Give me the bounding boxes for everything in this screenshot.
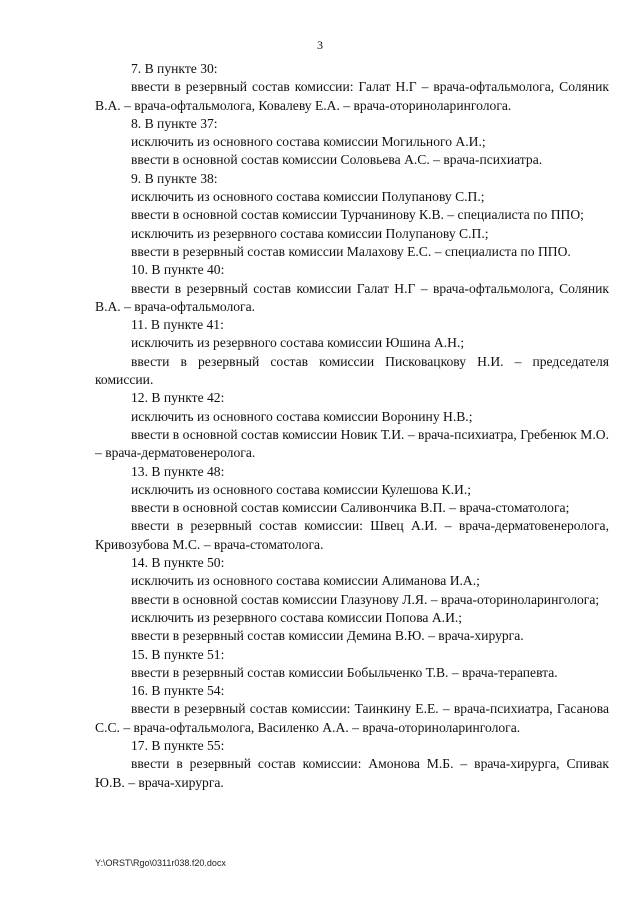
paragraph: ввести в резервный состав комиссии: Швец А.И. – врача-дерматовенеролога, Кривозубова М.С. – врача-стоматолога. — [95, 518, 609, 552]
paragraph: ввести в резервный состав комиссии: Амонова М.Б. – врача-хирурга, Спивак Ю.В. – врача-хирурга. — [95, 756, 609, 790]
paragraph: 16. В пункте 54: — [131, 683, 225, 699]
paragraph: 17. В пункте 55: — [131, 737, 225, 753]
paragraph: 13. В пункте 48: — [131, 463, 225, 479]
paragraph: ввести в основной состав комиссии Турчанинову К.В. – специалиста по ППО; — [131, 207, 584, 223]
paragraph: исключить из основного состава комиссии Алиманова И.А.; — [131, 573, 480, 589]
paragraph: ввести в основной состав комиссии Соловьева А.С. – врача-психиатра. — [131, 152, 543, 168]
paragraph: ввести в резервный состав комиссии: Галат Н.Г – врача-офтальмолога, Соляник В.А. – врача-офтальмолога, Ковалеву Е.А. – врача-оториноларинголога. — [95, 79, 609, 113]
paragraph: исключить из основного состава комиссии Полупанову С.П.; — [131, 189, 485, 205]
paragraph: 15. В пункте 51: — [131, 646, 225, 662]
paragraph: 12. В пункте 42: — [131, 390, 225, 406]
paragraph: ввести в резервный состав комиссии Писковацкову Н.И. – председателя комиссии. — [95, 353, 609, 388]
paragraph: исключить из резервного состава комиссии Юшина А.Н.; — [131, 335, 465, 351]
document-body — [95, 60, 609, 792]
paragraph: ввести в основной состав комиссии Новик Т.И. – врача-психиатра, Гребенюк М.О. – врача-дерматовенеролога. — [95, 426, 609, 461]
paragraph: ввести в основной состав комиссии Глазунову Л.Я. – врача-оториноларинголога; — [131, 591, 600, 607]
paragraph: исключить из резервного состава комиссии Попова А.И.; — [131, 609, 463, 625]
paragraph: 11. В пункте 41: — [131, 317, 224, 333]
paragraph: исключить из основного состава комиссии Кулешова К.И.; — [131, 481, 472, 497]
paragraph: 8. В пункте 37: — [131, 115, 218, 131]
paragraph: 9. В пункте 38: — [131, 170, 218, 186]
paragraph: ввести в резервный состав комиссии Бобыльченко Т.В. – врача-терапевта. — [131, 664, 558, 680]
paragraph: 7. В пункте 30: — [131, 61, 218, 76]
page-number: 3 — [317, 38, 323, 52]
paragraph: исключить из резервного состава комиссии Полупанову С.П.; — [131, 225, 489, 241]
paragraph: ввести в резервный состав комиссии: Таинкину Е.Е. – врача-психиатра, Гасанова С.С. – врача-офтальмолога, Василенко А.А. – врача-оториноларинголога. — [95, 701, 609, 735]
paragraph: ввести в резервный состав комиссии Малахову Е.С. – специалиста по ППО. — [131, 243, 571, 259]
paragraph: исключить из основного состава комиссии Воронину Н.В.; — [131, 408, 473, 424]
file-path-footer: Y:\ORST\Rgo\0311r038.f20.docx — [95, 858, 226, 868]
paragraph: исключить из основного состава комиссии Могильного А.И.; — [131, 134, 486, 150]
paragraph: ввести в резервный состав комиссии Демина В.Ю. – врача-хирурга. — [131, 628, 524, 644]
paragraph: 10. В пункте 40: — [131, 262, 225, 278]
paragraph: 14. В пункте 50: — [131, 555, 225, 571]
paragraph: ввести в резервный состав комиссии Галат Н.Г – врача-офтальмолога, Соляник В.А. – врача-офтальмолога. — [95, 280, 609, 314]
paragraph: ввести в основной состав комиссии Саливончика В.П. – врача-стоматолога; — [131, 500, 570, 516]
